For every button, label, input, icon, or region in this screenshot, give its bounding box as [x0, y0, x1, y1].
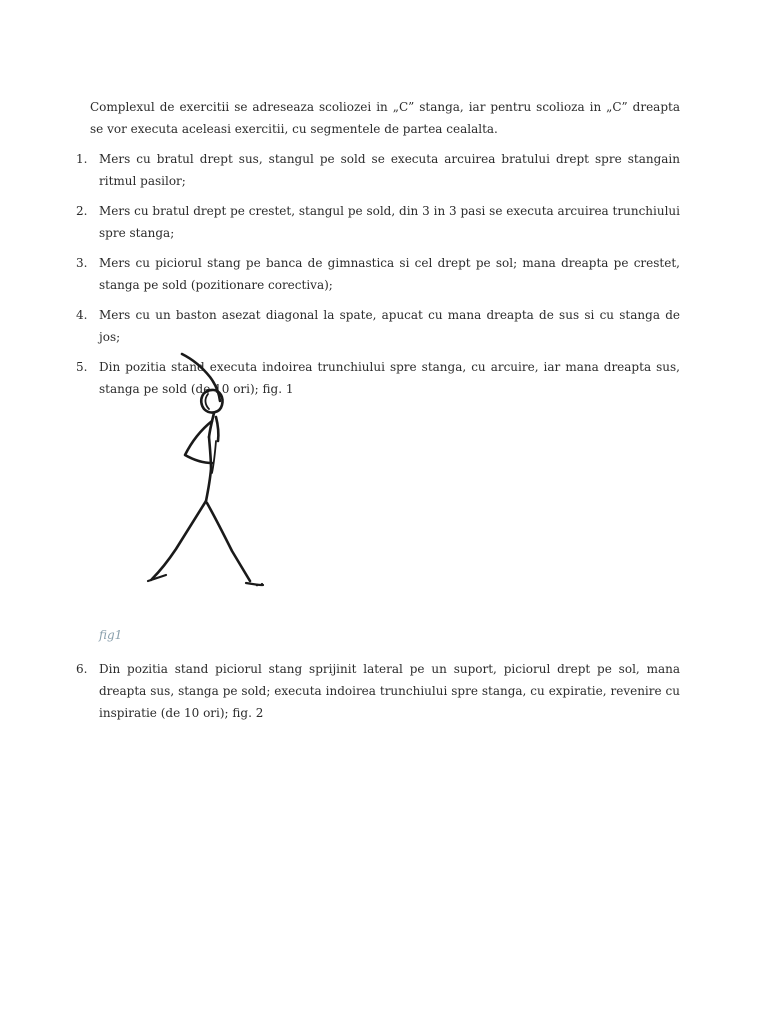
list-item-number: 4.	[76, 308, 88, 322]
raised-arm-stroke	[182, 354, 220, 401]
list-item-text: Mers cu bratul drept pe crestet, stangul pe sold, din 3 in 3 pasi se executa arcuirea trunchiului spre stanga;	[99, 204, 680, 240]
left-leg-stroke	[152, 501, 206, 579]
list-item-number: 5.	[76, 360, 88, 374]
hip-arm-stroke	[185, 421, 212, 463]
list-item-number: 1.	[76, 152, 88, 166]
right-leg-stroke	[207, 503, 250, 581]
list-item-text: Din pozitia stand piciorul stang sprijinit lateral pe un suport, piciorul drept pe sol, mana dreapta sus, stanga pe sold; executa indoirea trunchiului spre stanga, cu expiratie, revenire cu inspiratie (de 10 ori); fig. 2	[99, 662, 680, 720]
figure-1	[130, 345, 310, 625]
list-item	[76, 148, 680, 192]
intro-paragraph: Complexul de exercitii se adreseaza scoliozei in „C” stanga, iar pentru scolioza in „C” dreapta se vor executa aceleasi exercitii, cu segmentele de partea cealalta.	[90, 100, 680, 136]
list-item-text: Mers cu bratul drept sus, stangul pe sold se executa arcuirea bratului drept spre stangain ritmul pasilor;	[99, 152, 680, 188]
list-item-number: 3.	[76, 256, 88, 270]
list-item-text: Mers cu piciorul stang pe banca de gimnastica si cel drept pe sol; mana dreapta pe crestet, stanga pe sold (pozitionare corectiva);	[99, 256, 680, 292]
list-item	[76, 304, 680, 348]
list-item-number: 6.	[76, 662, 88, 676]
list-item-text: Din pozitia stand executa indoirea trunchiului spre stanga, cu arcuire, iar mana dreapta sus, stanga pe sold (de 10 ori); fig. 1	[99, 360, 680, 396]
list-item	[76, 252, 680, 296]
torso-stroke	[209, 413, 214, 437]
list-item	[76, 658, 680, 724]
list-item-text: Mers cu un baston asezat diagonal la spate, apucat cu mana dreapta de sus si cu stanga de jos;	[99, 308, 680, 344]
list-item-number: 2.	[76, 204, 88, 218]
exercise-list-continued	[76, 658, 680, 732]
stick-figure-icon	[130, 345, 310, 625]
figure-caption: fig1	[99, 628, 123, 642]
list-item	[76, 200, 680, 244]
